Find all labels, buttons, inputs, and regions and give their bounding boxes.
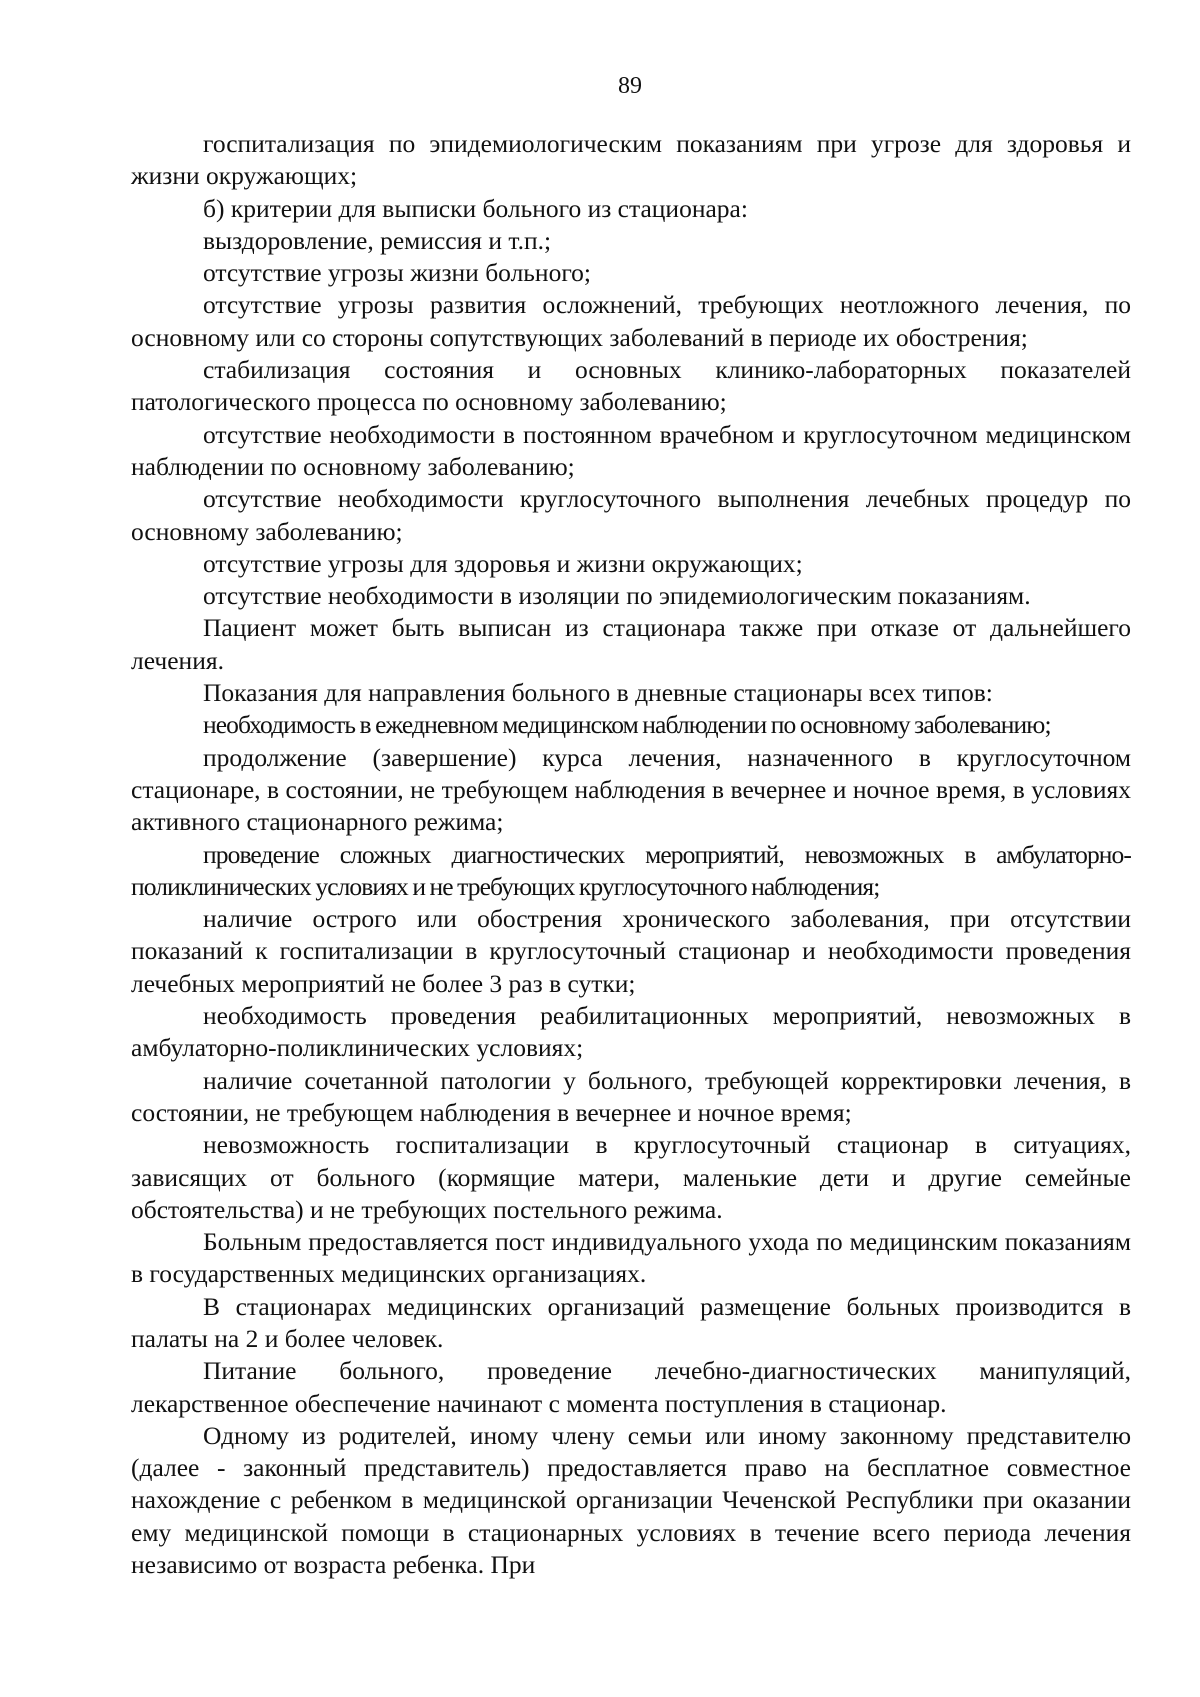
paragraph: госпитализация по эпидемиологическим показаниям при угрозе для здоровья и жизни окружающих; bbox=[131, 129, 1131, 191]
paragraph: невозможность госпитализации в круглосуточный стационар в ситуациях, зависящих от больного (кормящие матери, маленькие дети и другие семейные обстоятельства) и не требующих постельного режима. bbox=[131, 1130, 1131, 1224]
paragraph: отсутствие необходимости в постоянном врачебном и круглосуточном медицинском наблюдении по основному заболеванию; bbox=[131, 419, 1131, 481]
paragraph: Одному из родителей, иному члену семьи или иному законному представителю (далее - законный представитель) предоставляется право на бесплатное совместное нахождение с ребенком в медицинской организации Чеченской Республики при оказании ему медицинской помощи в стационарных условиях в течение всего периода лечения независимо от возраста ребенка. При bbox=[131, 1420, 1131, 1580]
paragraph: б) критерии для выписки больного из стационара: bbox=[203, 193, 748, 223]
paragraph: стабилизация состояния и основных клинико-лабораторных показателей патологического процесса по основному заболеванию; bbox=[131, 355, 1131, 417]
paragraph: выздоровление, ремиссия и т.п.; bbox=[203, 225, 552, 255]
paragraph: наличие сочетанной патологии у больного, требующей корректировки лечения, в состоянии, не требующем наблюдения в вечернее и ночное время; bbox=[131, 1065, 1131, 1127]
paragraph: продолжение (завершение) курса лечения, назначенного в круглосуточном стационаре, в состоянии, не требующем наблюдения в вечернее и ночное время, в условиях активного стационарного режима; bbox=[131, 742, 1131, 837]
paragraph: Пациент может быть выписан из стационара также при отказе от дальнейшего лечения. bbox=[131, 613, 1131, 675]
paragraph: отсутствие необходимости в изоляции по эпидемиологическим показаниям. bbox=[203, 581, 1031, 611]
paragraph: необходимость в ежедневном медицинском наблюдении по основному заболеванию; bbox=[203, 710, 1051, 740]
page-number: 89 bbox=[618, 73, 642, 99]
paragraph: Питание больного, проведение лечебно-диагностических манипуляций, лекарственное обеспечение начинают с момента поступления в стационар. bbox=[131, 1356, 1131, 1418]
paragraph: наличие острого или обострения хронического заболевания, при отсутствии показаний к госпитализации в круглосуточный стационар и необходимости проведения лечебных мероприятий не более 3 раз в сутки; bbox=[131, 904, 1131, 998]
document-body bbox=[131, 128, 1131, 1581]
paragraph: проведение сложных диагностических мероприятий, невозможных в амбулаторно-поликлинических условиях и не требующих круглосуточного наблюдения; bbox=[131, 839, 1131, 901]
paragraph: отсутствие угрозы жизни больного; bbox=[203, 258, 591, 288]
paragraph: отсутствие необходимости круглосуточного выполнения лечебных процедур по основному заболеванию; bbox=[131, 484, 1131, 546]
paragraph: Показания для направления больного в дневные стационары всех типов: bbox=[203, 678, 993, 708]
paragraph: отсутствие угрозы для здоровья и жизни окружающих; bbox=[203, 548, 803, 578]
paragraph: необходимость проведения реабилитационных мероприятий, невозможных в амбулаторно-поликлинических условиях; bbox=[131, 1001, 1131, 1063]
paragraph: В стационарах медицинских организаций размещение больных производится в палаты на 2 и более человек. bbox=[131, 1291, 1131, 1353]
paragraph: Больным предоставляется пост индивидуального ухода по медицинским показаниям в государственных медицинских организациях. bbox=[131, 1227, 1131, 1289]
paragraph: отсутствие угрозы развития осложнений, требующих неотложного лечения, по основному или со стороны сопутствующих заболеваний в периоде их обострения; bbox=[131, 290, 1131, 352]
